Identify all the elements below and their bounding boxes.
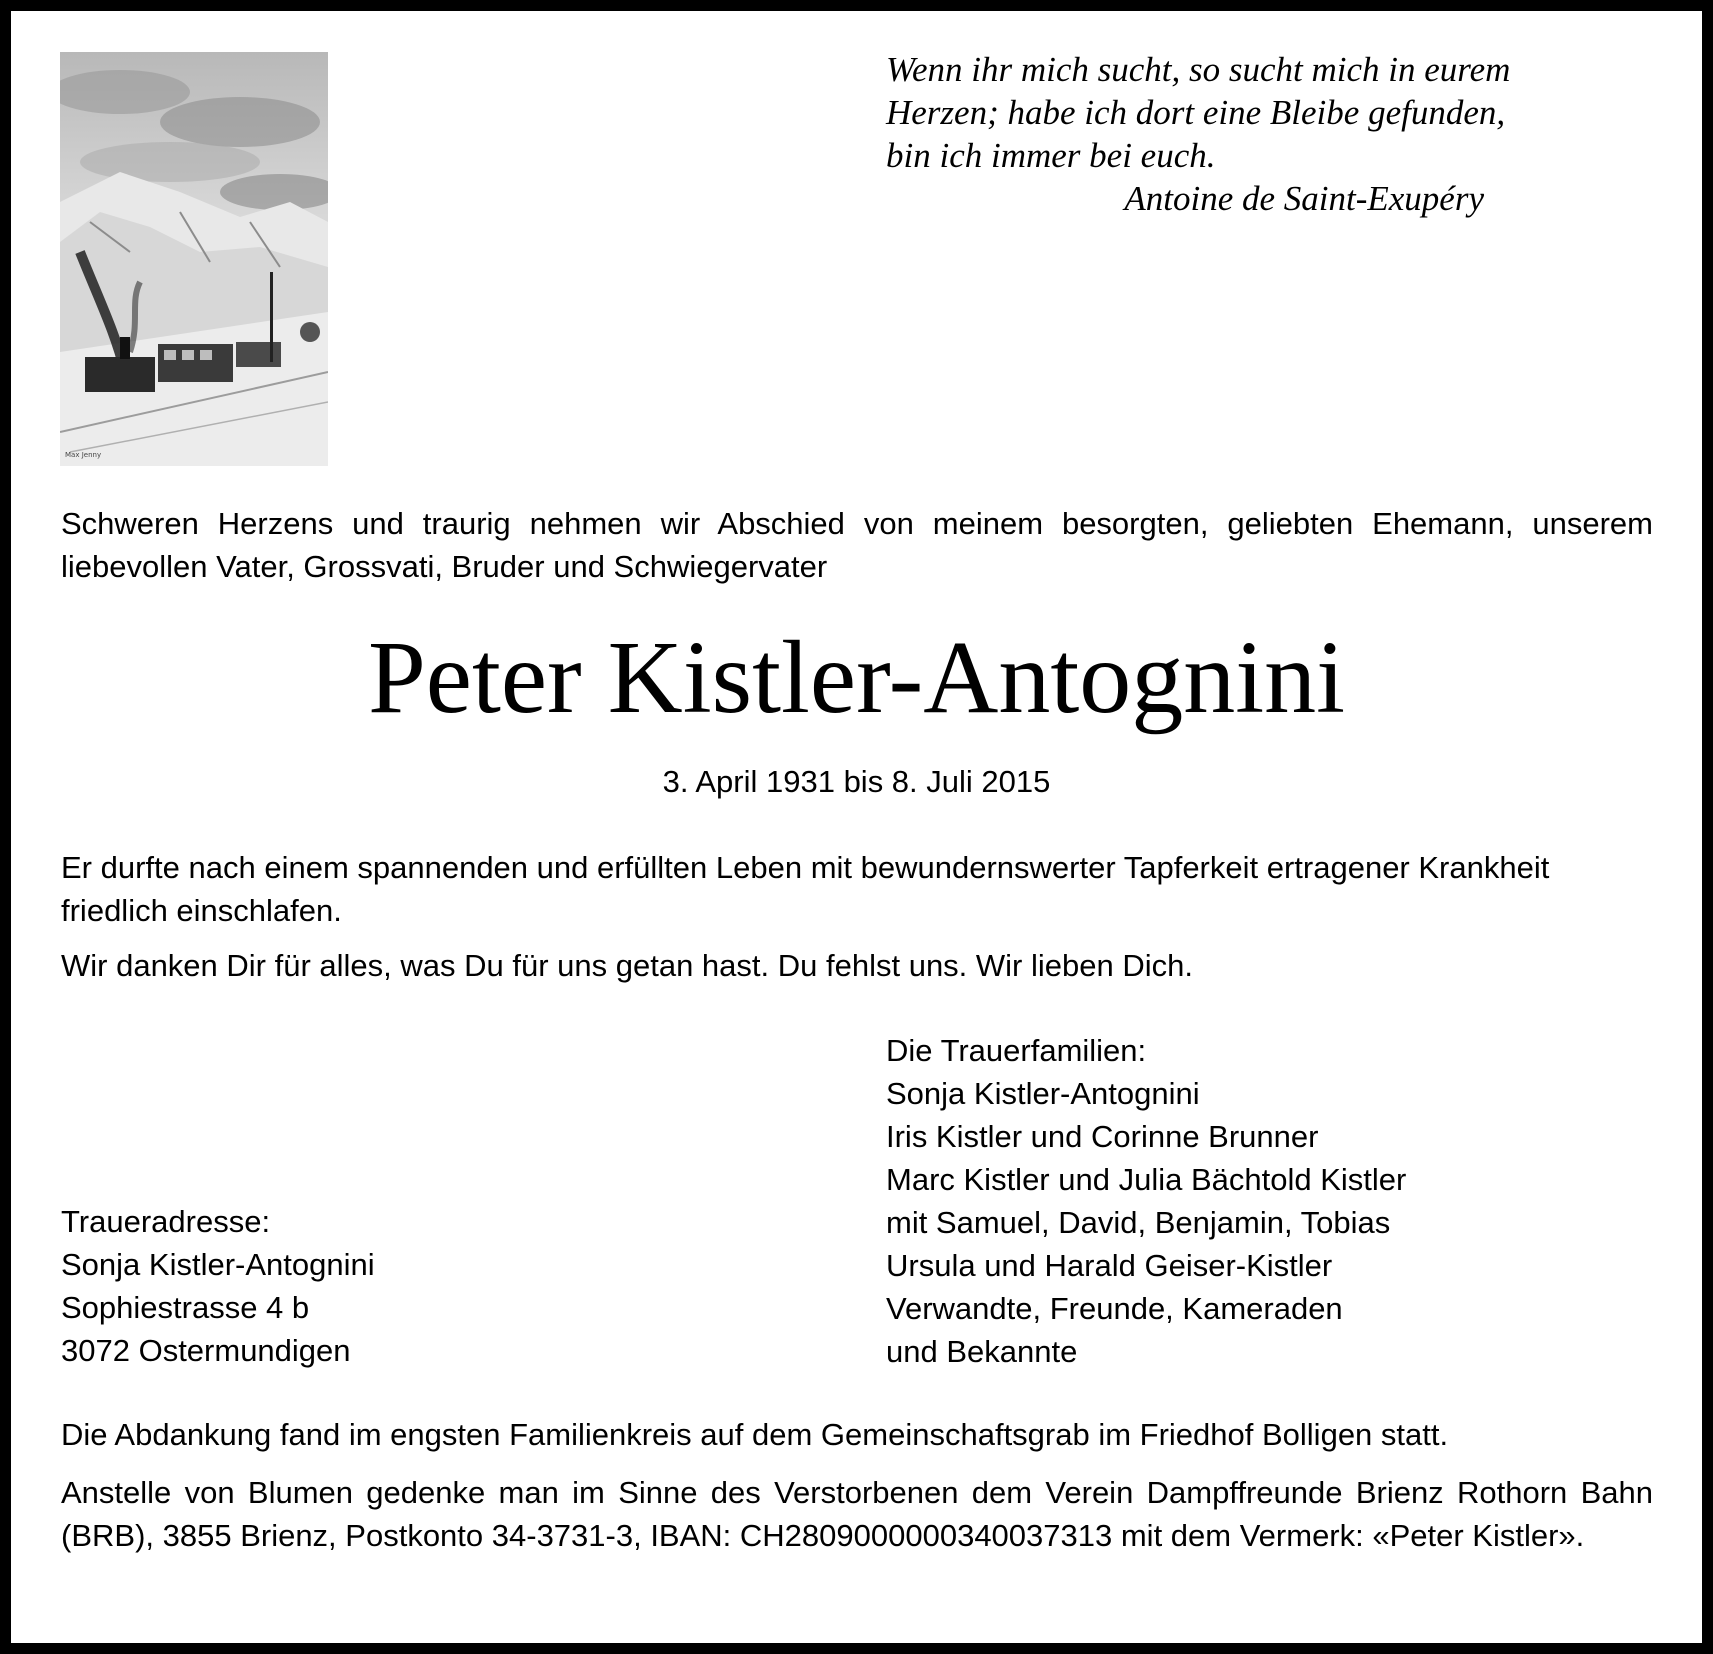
family-line: Verwandte, Freunde, Kameraden [886,1291,1343,1326]
address-line: Sophiestrasse 4 b [61,1290,310,1325]
family-line: Marc Kistler und Julia Bächtold Kistler [886,1162,1407,1197]
mourning-address [61,1200,761,1372]
address-heading: Traueradresse: [61,1204,271,1239]
family-line: Sonja Kistler-Antognini [886,1076,1200,1111]
life-dates: 3. April 1931 bis 8. Juli 2015 [662,764,1051,799]
address-line: Sonja Kistler-Antognini [61,1247,375,1282]
illustration-signature: Max Jenny [65,451,102,459]
family-line: Iris Kistler und Corinne Brunner [886,1119,1319,1154]
address-line: 3072 Ostermundigen [61,1333,351,1368]
intro-text: Schweren Herzens und traurig nehmen wir Abschied von meinem besorgten, geliebten Ehemann, unserem liebevollen Vater, Grossvati, Bruder und Schwiegervater [61,506,1653,584]
quote-line: Herzen; habe ich dort eine Bleibe gefunden, [886,93,1506,132]
mourning-families [886,1029,1586,1373]
funeral-paragraph: Die Abdankung fand im engsten Familienkreis auf dem Gemeinschaftsgrab im Friedhof Bolligen statt. [61,1417,1449,1452]
quote-line: Wenn ihr mich sucht, so sucht mich in eurem [886,50,1511,89]
quote-line: bin ich immer bei euch. [886,136,1216,175]
families-heading: Die Trauerfamilien: [886,1033,1147,1068]
mountain-train-illustration [60,52,328,466]
family-line: Ursula und Harald Geiser-Kistler [886,1248,1333,1283]
farewell-paragraph: Er durfte nach einem spannenden und erfüllten Leben mit bewundernswerter Tapferkeit ertragener Krankheit friedlich einschlafen. [61,850,1550,928]
family-line: mit Samuel, David, Benjamin, Tobias [886,1205,1391,1240]
donation-paragraph: Anstelle von Blumen gedenke man im Sinne des Verstorbenen dem Verein Dampffreunde Brienz Rothorn Bahn (BRB), 3855 Brienz, Postkonto 34-3731-3, IBAN: CH2809000000340037313 mit dem Vermerk: «Peter Kistler». [61,1475,1653,1553]
thanks-paragraph: Wir danken Dir für alles, was Du für uns getan hast. Du fehlst uns. Wir lieben Dich. [61,948,1193,983]
quote-block [886,48,1566,220]
quote-author: Antoine de Saint-Exupéry [1124,179,1484,218]
family-line: und Bekannte [886,1334,1078,1369]
deceased-name: Peter Kistler-Antognini [367,620,1346,735]
